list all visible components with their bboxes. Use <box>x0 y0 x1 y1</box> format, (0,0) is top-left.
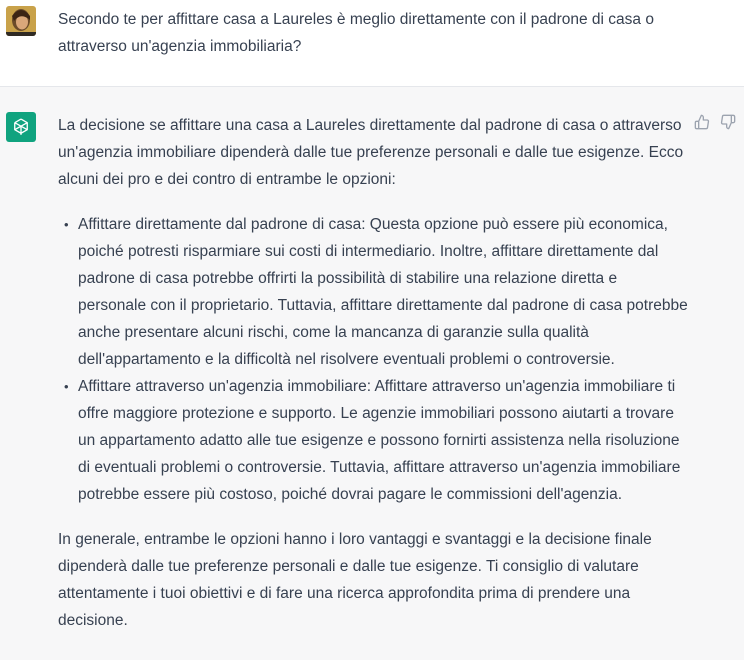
feedback-buttons <box>694 114 736 130</box>
bullet-glyph: • <box>64 379 69 394</box>
list-item <box>64 373 688 508</box>
assistant-bullet-list <box>58 211 688 508</box>
assistant-message-row <box>0 87 744 660</box>
assistant-closing: In generale, entrambe le opzioni hanno i loro vantaggi e svantaggi e la decisione finale dipenderà dalle tue preferenze personali e dalle tue esigenze. Ti consiglio di valutare attentamente i tuoi obiettivi e di fare una ricerca approfondita prima di prendere una decisione. <box>58 531 652 629</box>
list-item-text: Affittare direttamente dal padrone di casa: Questa opzione può essere più economica, poiché potresti risparmiare sui costi di intermediario. Inoltre, affittare direttamente dal padrone di casa potrebbe offrirti la possibilità di stabilire una relazione diretta e personale con il proprietario. Tuttavia, affittare direttamente dal padrone di casa potrebbe anche presentare alcuni rischi, come la mancanza di garanzie sulla qualità dell'appartamento e la difficoltà nel risolvere eventuali problemi o controversie. <box>78 216 688 368</box>
thumbs-down-icon[interactable] <box>720 114 736 130</box>
list-item <box>64 211 688 373</box>
list-item-text: Affittare attraverso un'agenzia immobiliare: Affittare attraverso un'agenzia immobiliare ti offre maggiore protezione e supporto. Le agenzie immobiliari possono aiutarti a trovare un appartamento adatto alle tue esigenze e possono fornirti assistenza nella risoluzione di eventuali problemi o controversie. Tuttavia, affittare attraverso un'agenzia immobiliare potrebbe essere più costoso, poiché dovrai pagare le commissioni dell'agenzia. <box>78 378 681 503</box>
openai-logo-icon <box>6 112 36 142</box>
user-avatar <box>6 6 36 36</box>
assistant-message-content <box>58 112 688 634</box>
bullet-glyph: • <box>64 217 69 232</box>
assistant-intro: La decisione se affittare una casa a Laureles direttamente dal padrone di casa o attraverso un'agenzia immobiliare dipenderà dalle tue preferenze personali e dalle tue esigenze. Ecco alcuni dei pro e dei contro di entrambe le opzioni: <box>58 117 684 188</box>
user-message-row <box>0 0 744 87</box>
user-message-text: Secondo te per affittare casa a Laureles è meglio direttamente con il padrone di casa o attraverso un'agenzia immobiliaria? <box>58 11 654 55</box>
thumbs-up-icon[interactable] <box>694 114 710 130</box>
